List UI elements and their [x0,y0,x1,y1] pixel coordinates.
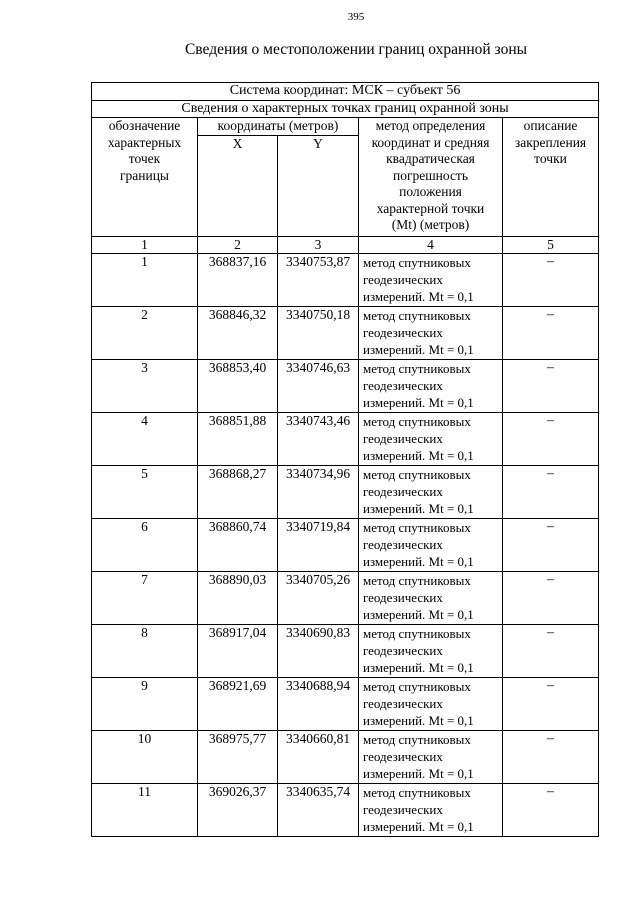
y-coordinate-cell: 3340750,18 [278,307,359,360]
method-cell [359,413,503,466]
method-cell [359,731,503,784]
method-line: измерений. Mt = 0,1 [363,395,474,410]
y-coordinate-cell: 3340660,81 [278,731,359,784]
designation-header-line: границы [119,167,170,183]
method-line: геодезических [363,378,443,393]
column-number: 3 [278,236,359,254]
point-number-cell: 9 [92,678,198,731]
method-header-line: квадратическая [386,151,475,166]
y-coordinate-cell: 3340734,96 [278,466,359,519]
method-line: измерений. Mt = 0,1 [363,448,474,463]
column-number: 1 [92,236,198,254]
description-cell: – [503,254,599,307]
method-line: геодезических [363,590,443,605]
y-coordinate-cell: 3340719,84 [278,519,359,572]
designation-header-line: характерных [107,134,182,150]
y-coordinate-cell: 3340753,87 [278,254,359,307]
designation-header-line: точек [128,151,161,166]
method-line: измерений. Mt = 0,1 [363,554,474,569]
method-line: метод спутниковых [363,520,471,535]
description-cell: – [503,413,599,466]
point-number-cell: 8 [92,625,198,678]
description-cell: – [503,466,599,519]
x-coordinate-cell: 368860,74 [198,519,278,572]
table-row [92,466,599,519]
method-cell [359,254,503,307]
point-number-cell: 2 [92,307,198,360]
method-line: геодезических [363,325,443,340]
column-number: 2 [198,236,278,254]
column-number: 4 [359,236,503,254]
description-header-line: закрепления [514,134,587,150]
method-line: метод спутниковых [363,255,471,270]
method-line: геодезических [363,643,443,658]
page-number: 395 [347,11,365,23]
designation-header-line: обозначение [108,118,181,133]
method-line: геодезических [363,802,443,817]
method-line: метод спутниковых [363,732,471,747]
table-body [92,254,599,837]
table-row [92,731,599,784]
point-number-cell: 11 [92,784,198,837]
description-cell: – [503,678,599,731]
y-coordinate-cell: 3340690,83 [278,625,359,678]
x-coordinate-cell: 368846,32 [198,307,278,360]
x-coordinate-cell: 368853,40 [198,360,278,413]
method-line: измерений. Mt = 0,1 [363,660,474,675]
y-header: Y [278,135,359,236]
method-line: геодезических [363,696,443,711]
description-cell: – [503,519,599,572]
method-line: геодезических [363,272,443,287]
document-title: Сведения о местоположении границ охранной зоны [184,41,528,58]
y-coordinate-cell: 3340743,46 [278,413,359,466]
method-cell [359,307,503,360]
point-number-cell: 7 [92,572,198,625]
method-line: метод спутниковых [363,785,471,800]
x-coordinate-cell: 368851,88 [198,413,278,466]
method-header-line: (Mt) (метров) [391,217,470,232]
method-line: метод спутниковых [363,308,471,323]
method-cell [359,519,503,572]
method-header [359,118,503,237]
x-coordinate-cell: 368868,27 [198,466,278,519]
description-cell: – [503,784,599,837]
y-coordinate-cell: 3340705,26 [278,572,359,625]
method-line: геодезических [363,537,443,552]
point-number-cell: 10 [92,731,198,784]
method-line: геодезических [363,484,443,499]
method-cell [359,625,503,678]
y-coordinate-cell: 3340688,94 [278,678,359,731]
method-line: метод спутниковых [363,573,471,588]
y-coordinate-cell: 3340746,63 [278,360,359,413]
point-number-cell: 4 [92,413,198,466]
description-header-line: описание [523,118,578,133]
table-row [92,625,599,678]
method-header-line: метод определения [375,118,486,133]
method-cell [359,784,503,837]
column-number: 5 [503,236,599,254]
x-coordinate-cell: 368890,03 [198,572,278,625]
description-cell: – [503,625,599,678]
y-coordinate-cell: 3340635,74 [278,784,359,837]
method-line: измерений. Mt = 0,1 [363,766,474,781]
table-row [92,572,599,625]
x-coordinate-cell: 368837,16 [198,254,278,307]
x-coordinate-cell: 368917,04 [198,625,278,678]
table-row [92,254,599,307]
table-row [92,413,599,466]
point-number-cell: 1 [92,254,198,307]
method-line: измерений. Mt = 0,1 [363,289,474,304]
method-line: метод спутниковых [363,361,471,376]
method-line: геодезических [363,749,443,764]
boundary-points-table [91,82,599,837]
table-row [92,784,599,837]
method-line: метод спутниковых [363,467,471,482]
method-line: измерений. Mt = 0,1 [363,713,474,728]
method-line: метод спутниковых [363,414,471,429]
coordinates-header: координаты (метров) [198,118,359,136]
point-number-cell: 3 [92,360,198,413]
description-cell: – [503,360,599,413]
description-cell: – [503,731,599,784]
designation-header [92,118,198,237]
method-line: измерений. Mt = 0,1 [363,819,474,834]
method-line: метод спутниковых [363,679,471,694]
section-heading-cell: Сведения о характерных точках границ охранной зоны [92,100,599,118]
method-line: измерений. Mt = 0,1 [363,501,474,516]
method-cell [359,572,503,625]
x-header: X [198,135,278,236]
description-header-line: точки [534,151,567,166]
method-header-line: погрешность [392,167,468,183]
method-line: измерений. Mt = 0,1 [363,342,474,357]
method-header-line: характерной точки [376,200,485,216]
method-cell [359,360,503,413]
method-line: геодезических [363,431,443,446]
table-row [92,307,599,360]
method-cell [359,678,503,731]
method-header-line: координат и средняя [371,134,490,150]
coordinate-system-cell: Система координат: МСК – субъект 56 [92,83,599,101]
description-header [503,118,599,237]
description-cell: – [503,307,599,360]
x-coordinate-cell: 369026,37 [198,784,278,837]
method-line: метод спутниковых [363,626,471,641]
method-line: измерений. Mt = 0,1 [363,607,474,622]
table-row [92,360,599,413]
description-cell: – [503,572,599,625]
point-number-cell: 5 [92,466,198,519]
x-coordinate-cell: 368975,77 [198,731,278,784]
method-cell [359,466,503,519]
table-row [92,678,599,731]
method-header-line: положения [399,184,462,199]
x-coordinate-cell: 368921,69 [198,678,278,731]
point-number-cell: 6 [92,519,198,572]
table-row [92,519,599,572]
